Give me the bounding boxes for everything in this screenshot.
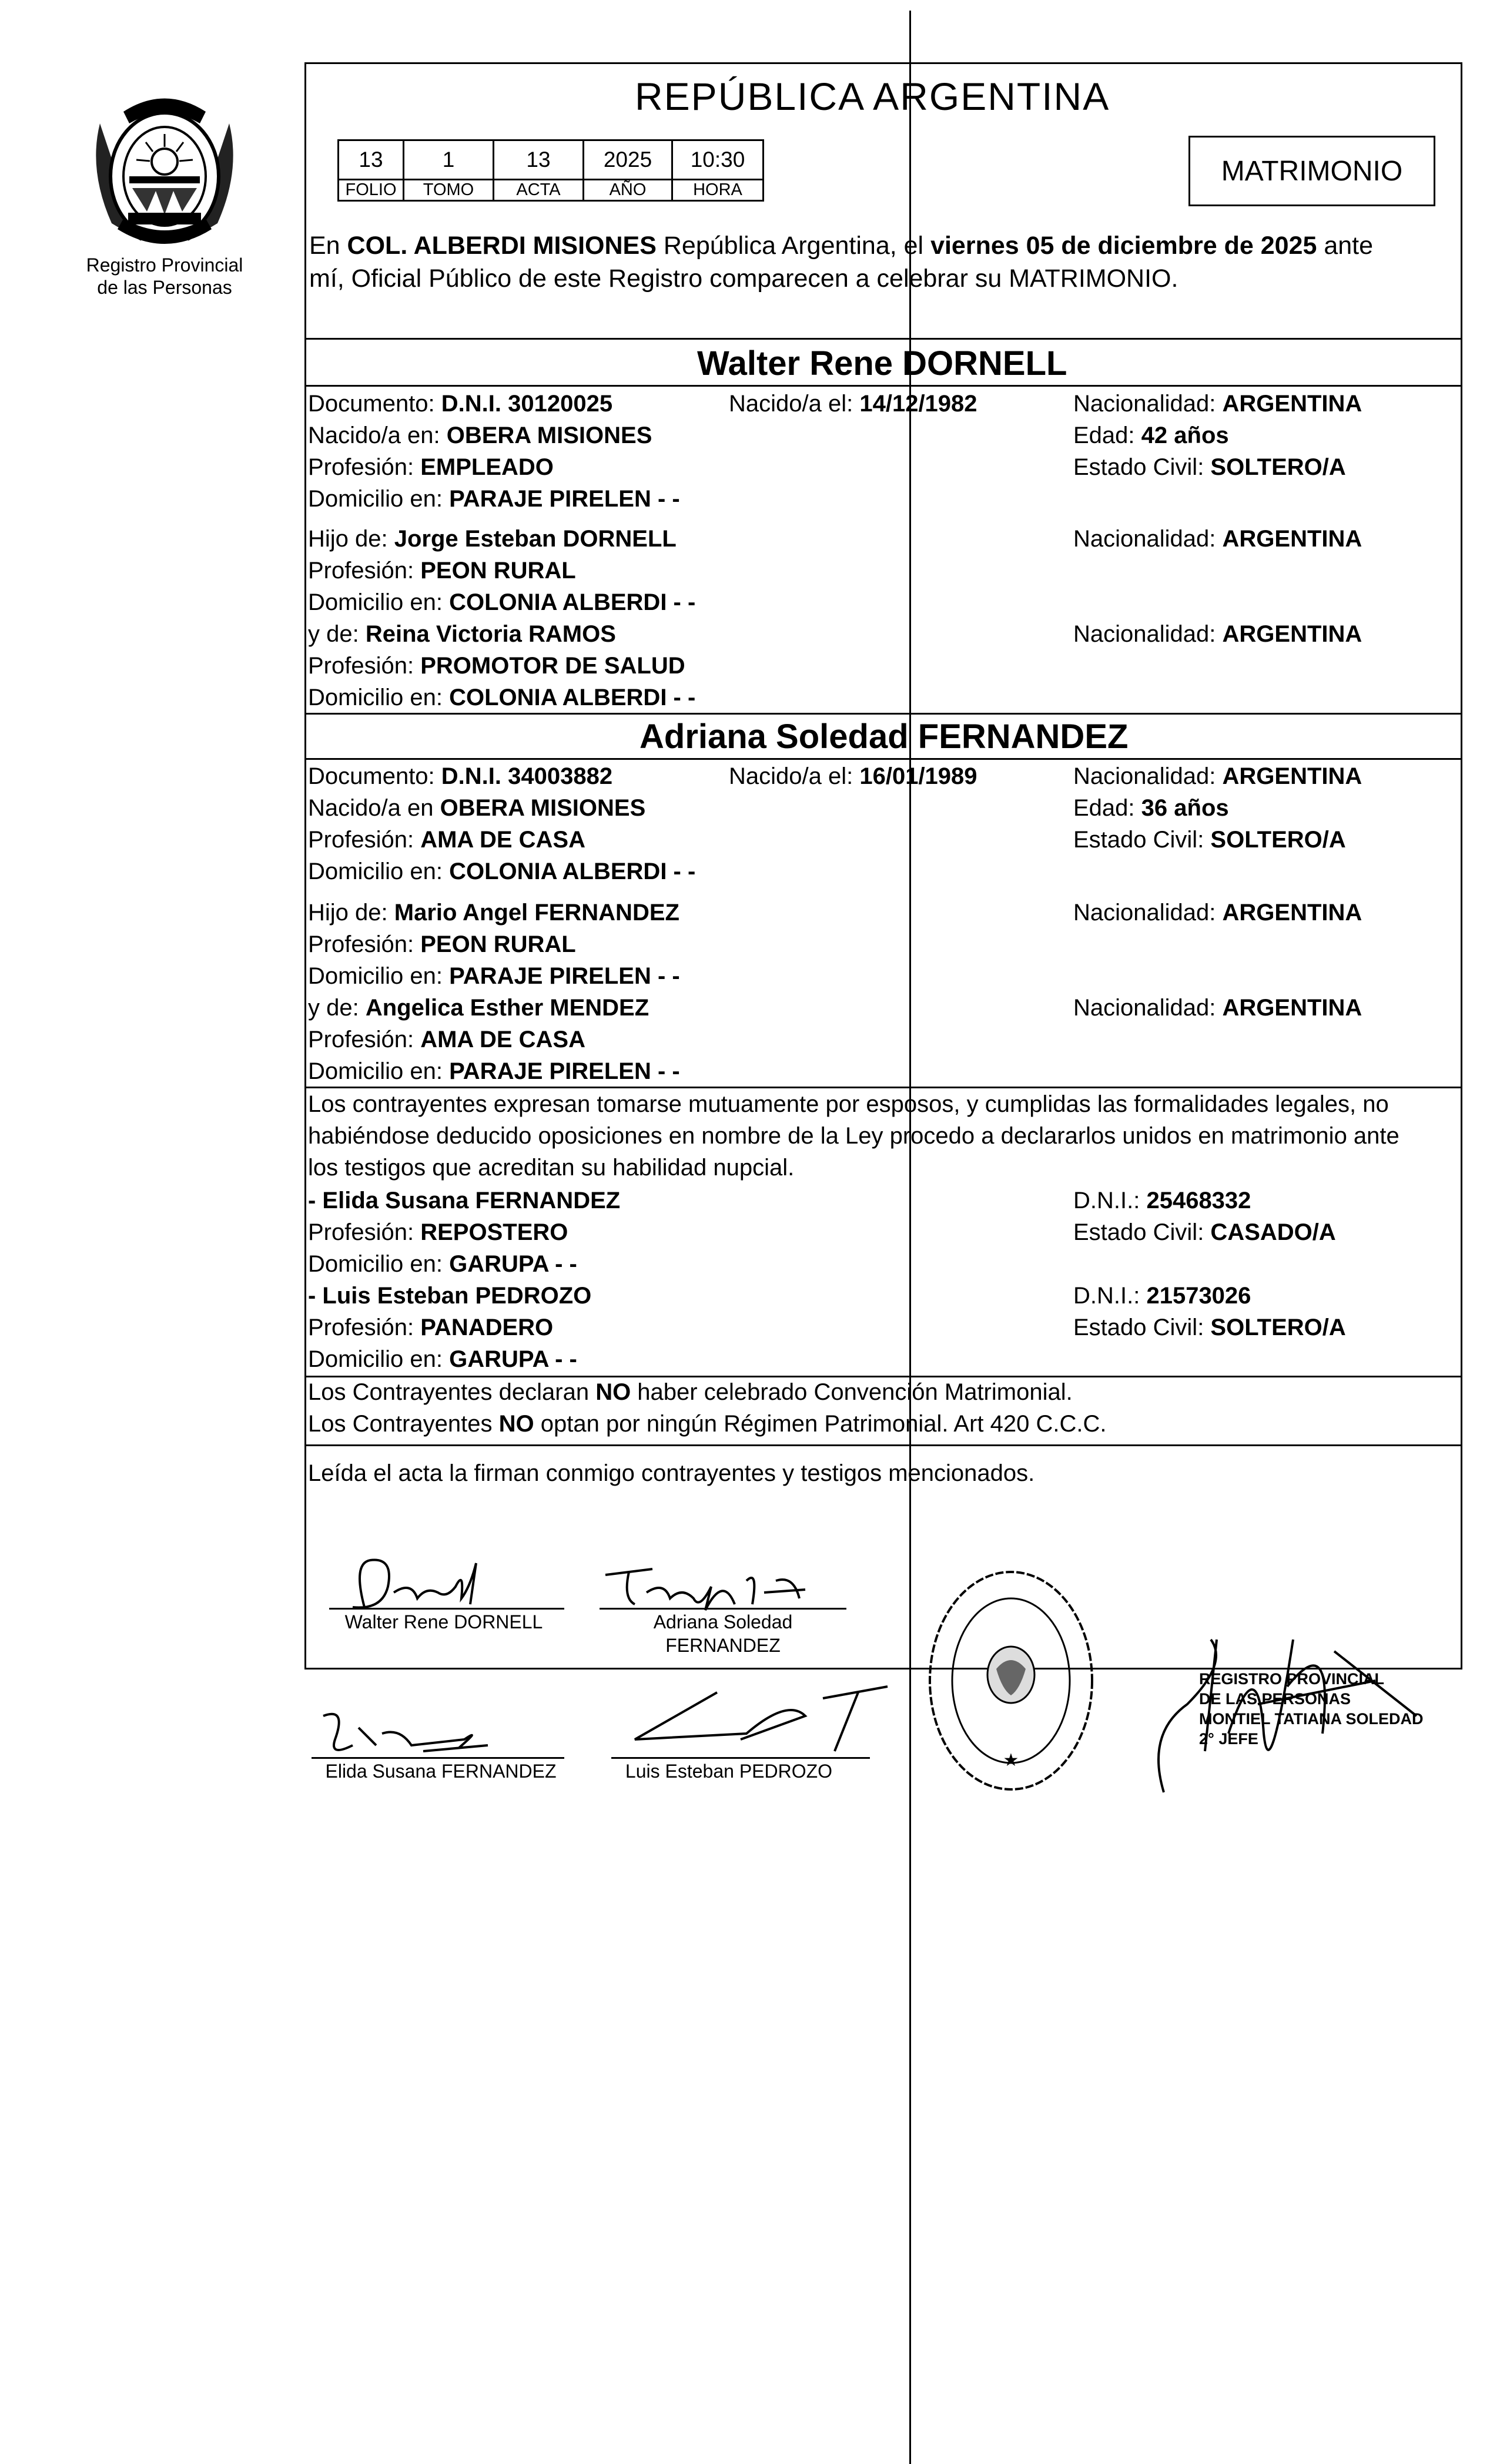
spouse2-father-address — [308, 960, 680, 992]
value: PARAJE PIRELEN - - — [449, 486, 680, 512]
official-stamp-line1: REGISTRO PROVINCIAL — [1199, 1670, 1385, 1688]
ceremony-line3: los testigos que acreditan su habilidad nupcial. — [308, 1155, 795, 1181]
folio-value: 13 — [339, 140, 404, 180]
logo-caption-line2: de las Personas — [97, 277, 232, 298]
spouse2-mother-nationality — [1073, 992, 1362, 1024]
label: Domicilio en: — [308, 1251, 450, 1277]
label: Domicilio en: — [308, 486, 450, 512]
value: PEON RURAL — [420, 558, 576, 584]
label: Nacionalidad: — [1073, 391, 1223, 417]
text: haber celebrado Convención Matrimonial. — [631, 1379, 1073, 1405]
value: ARGENTINA — [1222, 526, 1362, 552]
witness2-address — [308, 1343, 577, 1375]
label: Nacido/a en — [308, 795, 440, 821]
divider — [304, 385, 1462, 387]
spouse2-civil-status — [1073, 824, 1346, 856]
coat-of-arms-icon — [76, 88, 253, 259]
divider — [304, 758, 1462, 760]
divider — [304, 1444, 1462, 1446]
intro-text: ante — [1317, 232, 1374, 260]
value: - Elida Susana FERNANDEZ — [308, 1188, 621, 1213]
folio-caption: FOLIO — [339, 180, 404, 201]
tomo-caption: TOMO — [404, 180, 494, 201]
intro-line2: mí, Oficial Público de este Registro comparecen a celebrar su MATRIMONIO. — [309, 264, 1178, 293]
spouse1-father-nationality — [1073, 523, 1362, 555]
label: Profesión: — [308, 827, 421, 853]
spouse1-civil-status — [1073, 451, 1346, 483]
text-bold: NO — [498, 1411, 534, 1437]
label: Domicilio en: — [308, 859, 450, 884]
label: Estado Civil: — [1073, 454, 1211, 480]
value: 36 años — [1141, 795, 1229, 821]
page-title: REPÚBLICA ARGENTINA — [635, 75, 1110, 118]
logo-caption-line1: Registro Provincial — [86, 254, 243, 276]
label: Estado Civil: — [1073, 1219, 1211, 1245]
value: ARGENTINA — [1222, 995, 1362, 1021]
value: Jorge Esteban DORNELL — [394, 526, 677, 552]
spouse2-nationality — [1073, 760, 1362, 792]
spouse2-mother-profession — [308, 1024, 585, 1055]
label: Nacionalidad: — [1073, 900, 1223, 926]
text: Los Contrayentes declaran — [308, 1379, 596, 1405]
value: 21573026 — [1146, 1283, 1251, 1309]
hora-value: 10:30 — [672, 140, 764, 180]
value: COLONIA ALBERDI - - — [449, 589, 696, 615]
spouse1-father-profession — [308, 555, 576, 586]
witness2-civil-status — [1073, 1312, 1346, 1343]
value: COLONIA ALBERDI - - — [449, 685, 696, 710]
spouse2-documento — [308, 760, 612, 792]
value: ARGENTINA — [1222, 763, 1362, 789]
label: Profesión: — [308, 558, 421, 584]
label: Profesión: — [308, 653, 421, 679]
divider — [304, 338, 1462, 340]
witness1-address — [308, 1248, 577, 1280]
label: Nacido/a en: — [308, 423, 447, 448]
spouse1-profession — [308, 451, 554, 483]
signature-witness1 — [312, 1704, 511, 1763]
witness1-civil-status — [1073, 1216, 1336, 1248]
value: OBERA MISIONES — [440, 795, 646, 821]
witness1-signature-caption: Elida Susana FERNANDEZ — [325, 1761, 557, 1782]
spouse2-name: Adriana Soledad FERNANDEZ — [639, 718, 1129, 756]
official-stamp-line2: DE LAS PERSONAS — [1199, 1690, 1351, 1708]
value: Angelica Esther MENDEZ — [365, 995, 649, 1021]
spouse2-caption-line1: Adriana Soledad — [653, 1611, 793, 1632]
text-bold: NO — [595, 1379, 631, 1405]
value: ARGENTINA — [1222, 621, 1362, 647]
witness2-profession — [308, 1312, 553, 1343]
spouse1-address — [308, 483, 680, 515]
value: AMA DE CASA — [420, 1027, 585, 1052]
label: Edad: — [1073, 423, 1141, 448]
signature-line — [600, 1608, 846, 1610]
label: Domicilio en: — [308, 963, 450, 989]
witness2-signature-caption: Luis Esteban PEDROZO — [625, 1761, 833, 1782]
regime-line1 — [308, 1376, 1073, 1408]
value: COLONIA ALBERDI - - — [449, 859, 696, 884]
spouse1-mother-address — [308, 682, 695, 713]
spouse1-father — [308, 523, 677, 555]
acta-caption: ACTA — [494, 180, 584, 201]
witness1-dni — [1073, 1185, 1251, 1216]
label: Nacionalidad: — [1073, 621, 1223, 647]
label: Nacionalidad: — [1073, 763, 1223, 789]
spouse2-signature-caption — [623, 1610, 823, 1657]
spouse2-profession — [308, 824, 585, 856]
official-stamp-line4: 2° JEFE — [1199, 1730, 1258, 1748]
acta-value: 13 — [494, 140, 584, 180]
label: y de: — [308, 621, 366, 647]
document-type-box: MATRIMONIO — [1188, 136, 1435, 206]
value: 16/01/1989 — [859, 763, 977, 789]
text: Los Contrayentes — [308, 1411, 499, 1437]
value: PROMOTOR DE SALUD — [420, 653, 685, 679]
label: Documento: — [308, 763, 441, 789]
signature-witness2 — [611, 1681, 893, 1763]
label: Domicilio en: — [308, 685, 450, 710]
spouse2-father-profession — [308, 928, 576, 960]
value: PEON RURAL — [420, 931, 576, 957]
spouse2-age — [1073, 792, 1229, 824]
label: Documento: — [308, 391, 441, 417]
label: Nacido/a el: — [729, 763, 860, 789]
value: Reina Victoria RAMOS — [365, 621, 616, 647]
value: EMPLEADO — [420, 454, 554, 480]
spouse1-birthplace — [308, 420, 652, 451]
intro-line1 — [309, 229, 1373, 262]
label: Profesión: — [308, 1219, 421, 1245]
value: SOLTERO/A — [1210, 454, 1346, 480]
text: optan por ningún Régimen Patrimonial. Art 420 C.C.C. — [534, 1411, 1107, 1437]
spouse2-father — [308, 897, 679, 928]
value: Mario Angel FERNANDEZ — [394, 900, 679, 926]
value: CASADO/A — [1210, 1219, 1336, 1245]
tomo-value: 1 — [404, 140, 494, 180]
label: Nacionalidad: — [1073, 995, 1223, 1021]
value: GARUPA - - — [449, 1251, 577, 1277]
hora-caption: HORA — [672, 180, 764, 201]
label: Nacionalidad: — [1073, 526, 1223, 552]
spouse2-birthplace — [308, 792, 645, 824]
spouse1-documento — [308, 388, 612, 420]
label: D.N.I.: — [1073, 1283, 1147, 1309]
label: Domicilio en: — [308, 589, 450, 615]
label: Nacido/a el: — [729, 391, 860, 417]
regime-line2 — [308, 1408, 1107, 1440]
spouse1-nationality — [1073, 388, 1362, 420]
spouse2-father-nationality — [1073, 897, 1362, 928]
intro-text: En — [309, 232, 347, 260]
witness1-profession — [308, 1216, 568, 1248]
anio-caption: AÑO — [584, 180, 672, 201]
logo-caption — [71, 254, 259, 299]
label: Domicilio en: — [308, 1346, 450, 1372]
intro-text: República Argentina, el — [656, 232, 931, 260]
spouse2-caption-line2: FERNANDEZ — [665, 1635, 781, 1656]
label: Estado Civil: — [1073, 1315, 1211, 1340]
label: Profesión: — [308, 1315, 421, 1340]
spouse2-mother-address — [308, 1055, 680, 1087]
signature-spouse1 — [329, 1551, 505, 1616]
label: Domicilio en: — [308, 1058, 450, 1084]
spouse1-name: Walter Rene DORNELL — [697, 344, 1067, 383]
spouse1-birthdate — [729, 388, 977, 420]
value: SOLTERO/A — [1210, 827, 1346, 853]
spouse1-mother-profession — [308, 650, 685, 682]
witness1-name — [308, 1185, 620, 1216]
label: Profesión: — [308, 931, 421, 957]
value: - Luis Esteban PEDROZO — [308, 1283, 592, 1309]
value: GARUPA - - — [449, 1346, 577, 1372]
spouse1-mother — [308, 618, 616, 650]
registry-seal — [923, 1563, 1099, 1798]
intro-date: viernes 05 de diciembre de 2025 — [930, 232, 1317, 260]
signature-line — [312, 1757, 564, 1759]
official-stamp-line3: MONTIEL TATIANA SOLEDAD — [1199, 1710, 1424, 1728]
value: PARAJE PIRELEN - - — [449, 963, 680, 989]
value: PARAJE PIRELEN - - — [449, 1058, 680, 1084]
label: Profesión: — [308, 1027, 421, 1052]
value: AMA DE CASA — [420, 827, 585, 853]
value: 42 años — [1141, 423, 1229, 448]
value: 14/12/1982 — [859, 391, 977, 417]
intro-place: COL. ALBERDI MISIONES — [347, 232, 657, 260]
witness2-name — [308, 1280, 591, 1312]
label: Hijo de: — [308, 900, 394, 926]
svg-text:★: ★ — [1003, 1751, 1019, 1770]
spouse1-mother-nationality — [1073, 618, 1362, 650]
spouse2-birthdate — [729, 760, 977, 792]
label: Edad: — [1073, 795, 1141, 821]
value: D.N.I. 30120025 — [441, 391, 613, 417]
value: SOLTERO/A — [1210, 1315, 1346, 1340]
divider — [304, 713, 1462, 715]
spouse2-address — [308, 856, 695, 887]
signature-line — [611, 1757, 870, 1759]
signature-line — [329, 1608, 564, 1610]
label: Estado Civil: — [1073, 827, 1211, 853]
value: 25468332 — [1146, 1188, 1251, 1213]
spouse1-age — [1073, 420, 1229, 451]
spouse1-signature-caption: Walter Rene DORNELL — [344, 1611, 543, 1632]
acta-reference-table — [337, 139, 764, 202]
anio-value: 2025 — [584, 140, 672, 180]
label: Hijo de: — [308, 526, 394, 552]
spouse1-father-address — [308, 586, 695, 618]
value: PANADERO — [420, 1315, 554, 1340]
value: REPOSTERO — [420, 1219, 568, 1245]
label: Profesión: — [308, 454, 421, 480]
value: ARGENTINA — [1222, 391, 1362, 417]
label: D.N.I.: — [1073, 1188, 1147, 1213]
spouse2-mother — [308, 992, 649, 1024]
value: ARGENTINA — [1222, 900, 1362, 926]
closing-text: Leída el acta la firman conmigo contrayentes y testigos mencionados. — [308, 1460, 1035, 1486]
witness2-dni — [1073, 1280, 1251, 1312]
ceremony-line1: Los contrayentes expresan tomarse mutuamente por esposos, y cumplidas las formalidades legales, no — [308, 1091, 1389, 1117]
label: y de: — [308, 995, 366, 1021]
value: D.N.I. 34003882 — [441, 763, 613, 789]
official-stamp — [1199, 1669, 1423, 1749]
value: OBERA MISIONES — [446, 423, 652, 448]
ceremony-line2: habiéndose deducido oposiciones en nombre de la Ley procedo a declararlos unidos en matrimonio ante — [308, 1123, 1399, 1149]
